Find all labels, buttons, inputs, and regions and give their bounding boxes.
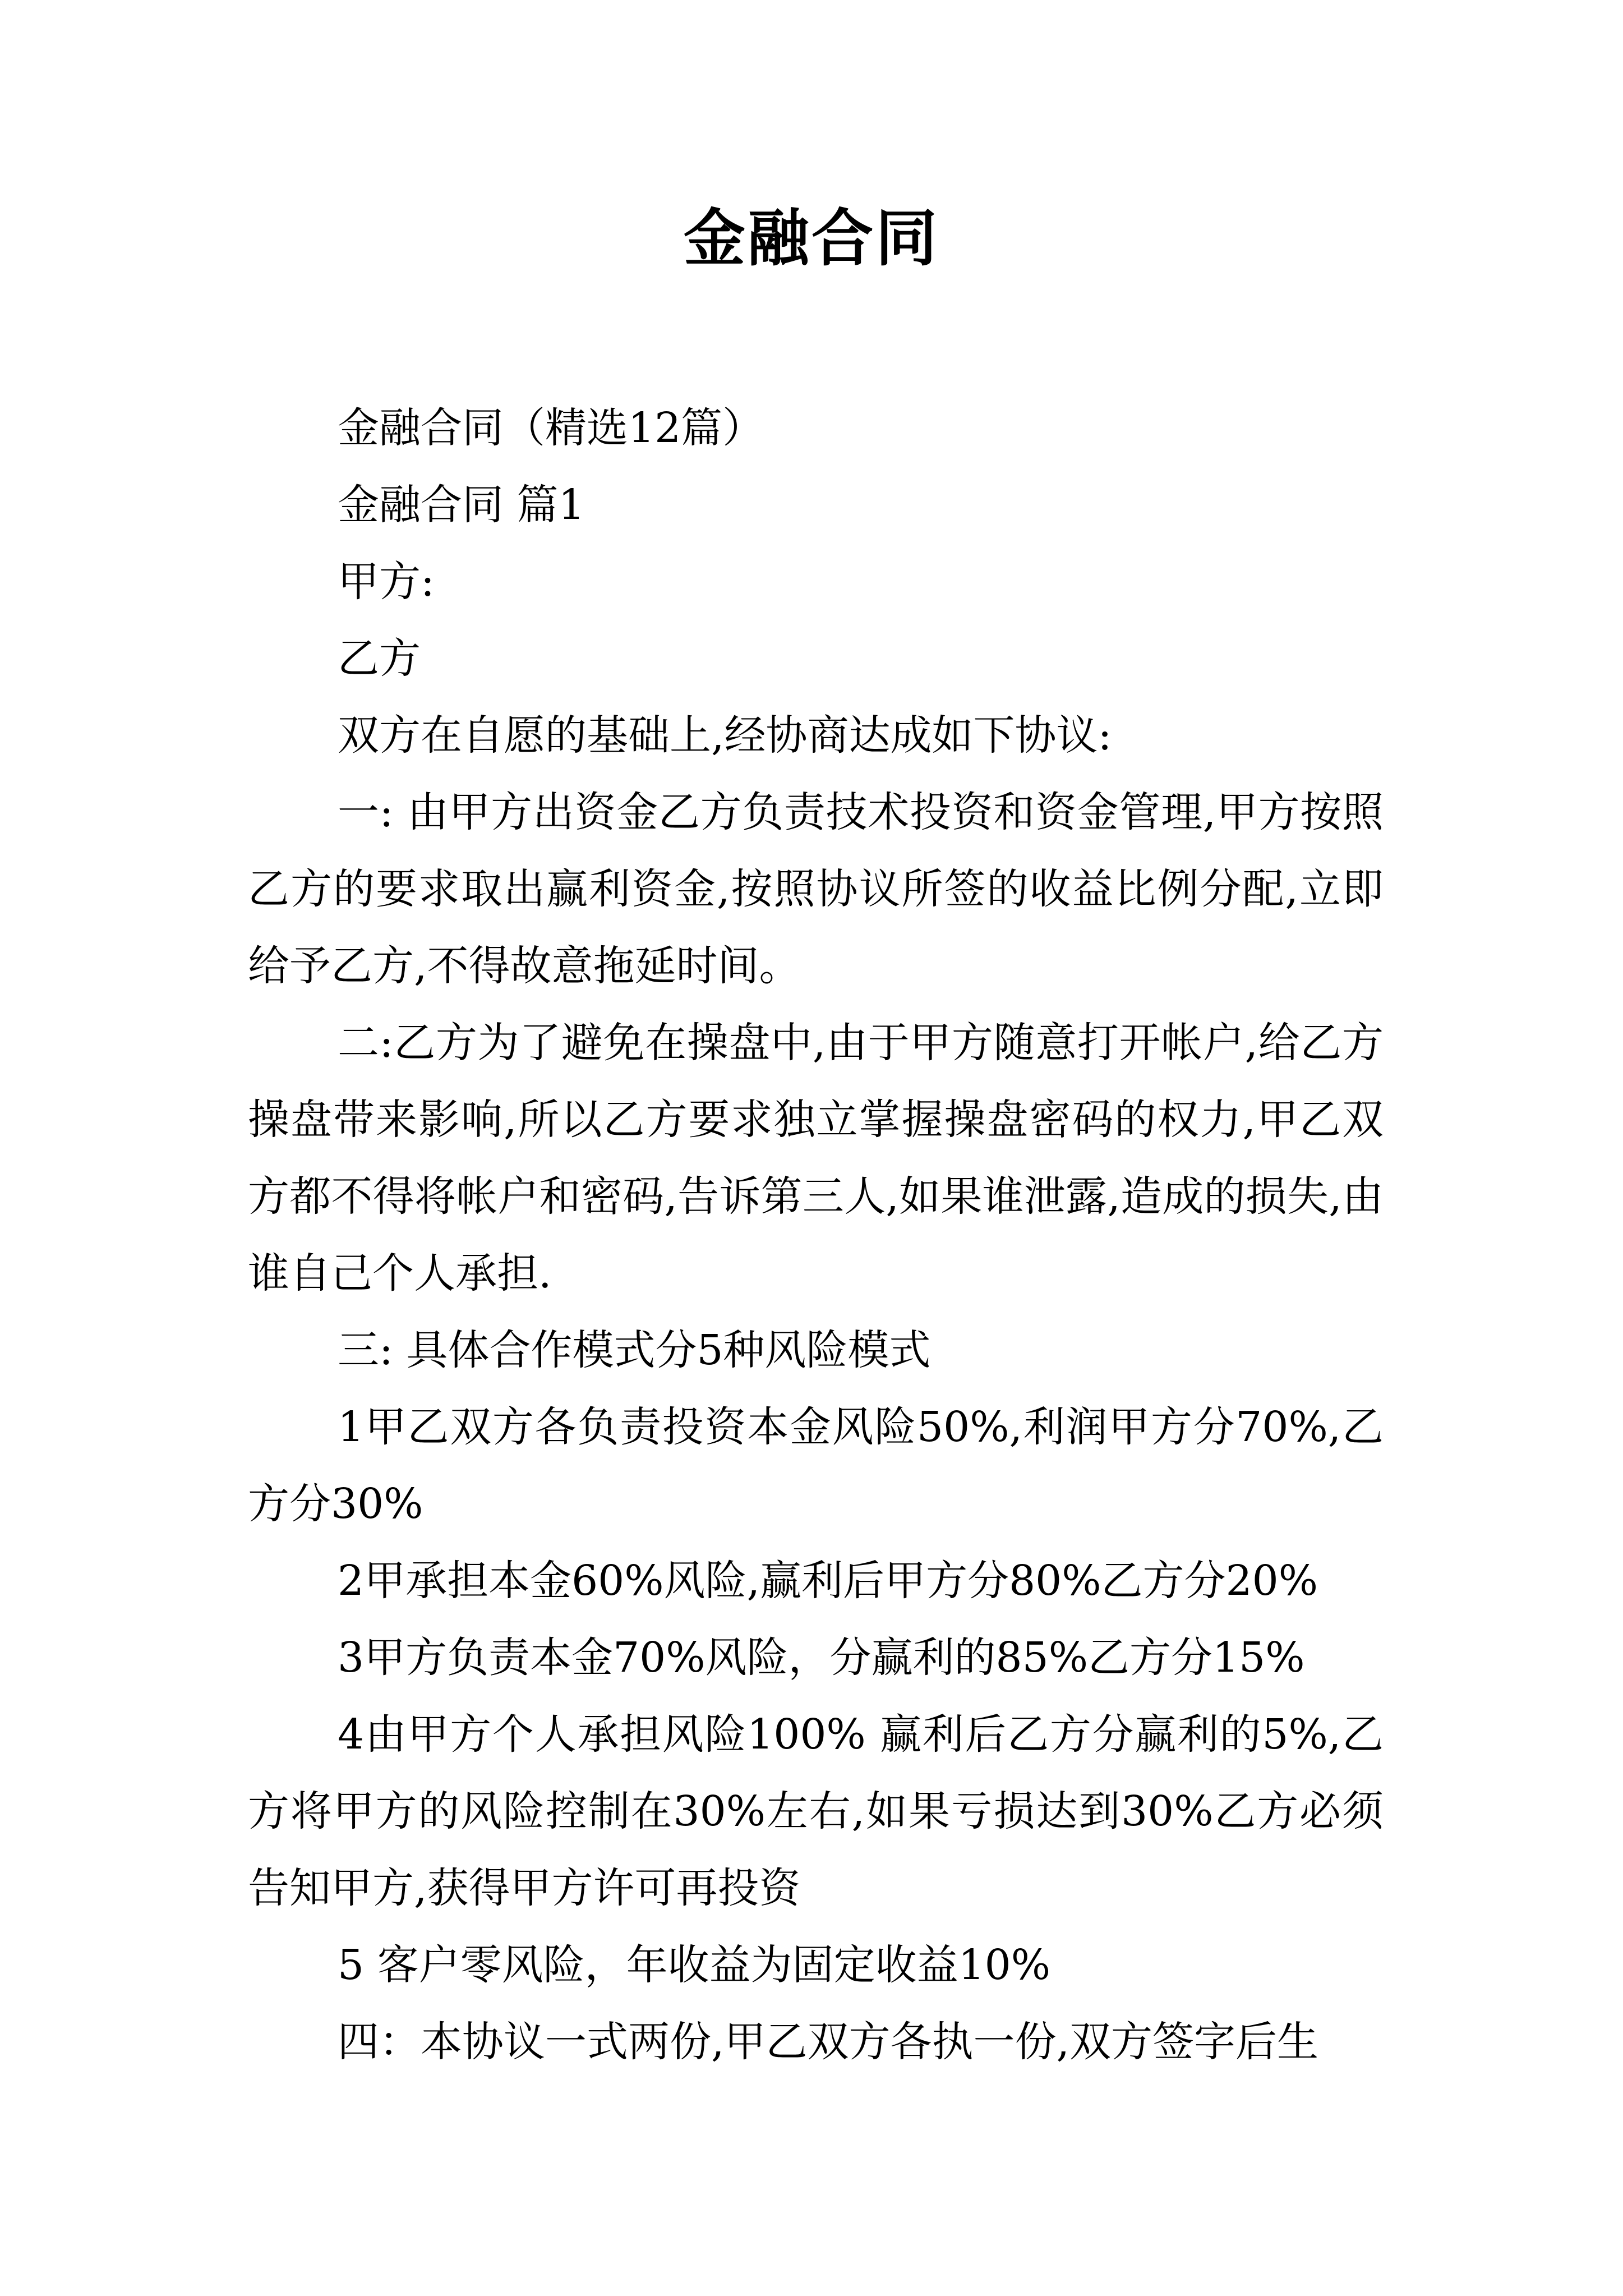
paragraph-subtitle: 金融合同（精选12篇） — [338, 404, 764, 452]
document-title: 金融合同 — [684, 202, 939, 274]
paragraph-clause-2: 二:乙方为了避免在操盘中,由于甲方随意打开帐户,给乙方操盘带来影响,所以乙方要求独立掌握操盘密码的权力,甲乙双方都不得将帐户和密码,告诉第三人,如果谁泄露,造成的损失,由谁自己个人承担. — [248, 1019, 1384, 1297]
paragraph-mode-1: 1甲乙双方各负责投资本金风险50%,利润甲方分70%,乙方分30% — [248, 1403, 1384, 1528]
paragraph-clause-1: 一: 由甲方出资金乙方负责技术投资和资金管理,甲方按照乙方的要求取出赢利资金,按照协议所签的收益比例分配,立即给予乙方,不得故意拖延时间。 — [248, 788, 1384, 990]
paragraph-mode-2: 2甲承担本金60%风险,赢利后甲方分80%乙方分20% — [338, 1557, 1318, 1605]
paragraph-agreement-intro: 双方在自愿的基础上,经协商达成如下协议: — [338, 711, 1112, 760]
paragraph-mode-4: 4由甲方个人承担风险100% 赢利后乙方分赢利的5%,乙方将甲方的风险控制在30%左右,如果亏损达到30%乙方必须告知甲方,获得甲方许可再投资 — [248, 1710, 1384, 1912]
paragraph-section-heading: 金融合同 篇1 — [338, 481, 585, 529]
paragraph-party-a: 甲方: — [338, 558, 435, 606]
paragraph-clause-4: 四：本协议一式两份,甲乙双方各执一份,双方签字后生 — [338, 2018, 1319, 2066]
paragraph-party-b: 乙方 — [338, 634, 421, 683]
paragraph-mode-3: 3甲方负责本金70%风险，分赢利的85%乙方分15% — [338, 1634, 1305, 1682]
paragraph-clause-3: 三: 具体合作模式分5种风险模式 — [338, 1326, 931, 1374]
document-body — [248, 390, 1384, 2081]
paragraph-mode-5: 5 客户零风险，年收益为固定收益10% — [338, 1941, 1051, 1989]
